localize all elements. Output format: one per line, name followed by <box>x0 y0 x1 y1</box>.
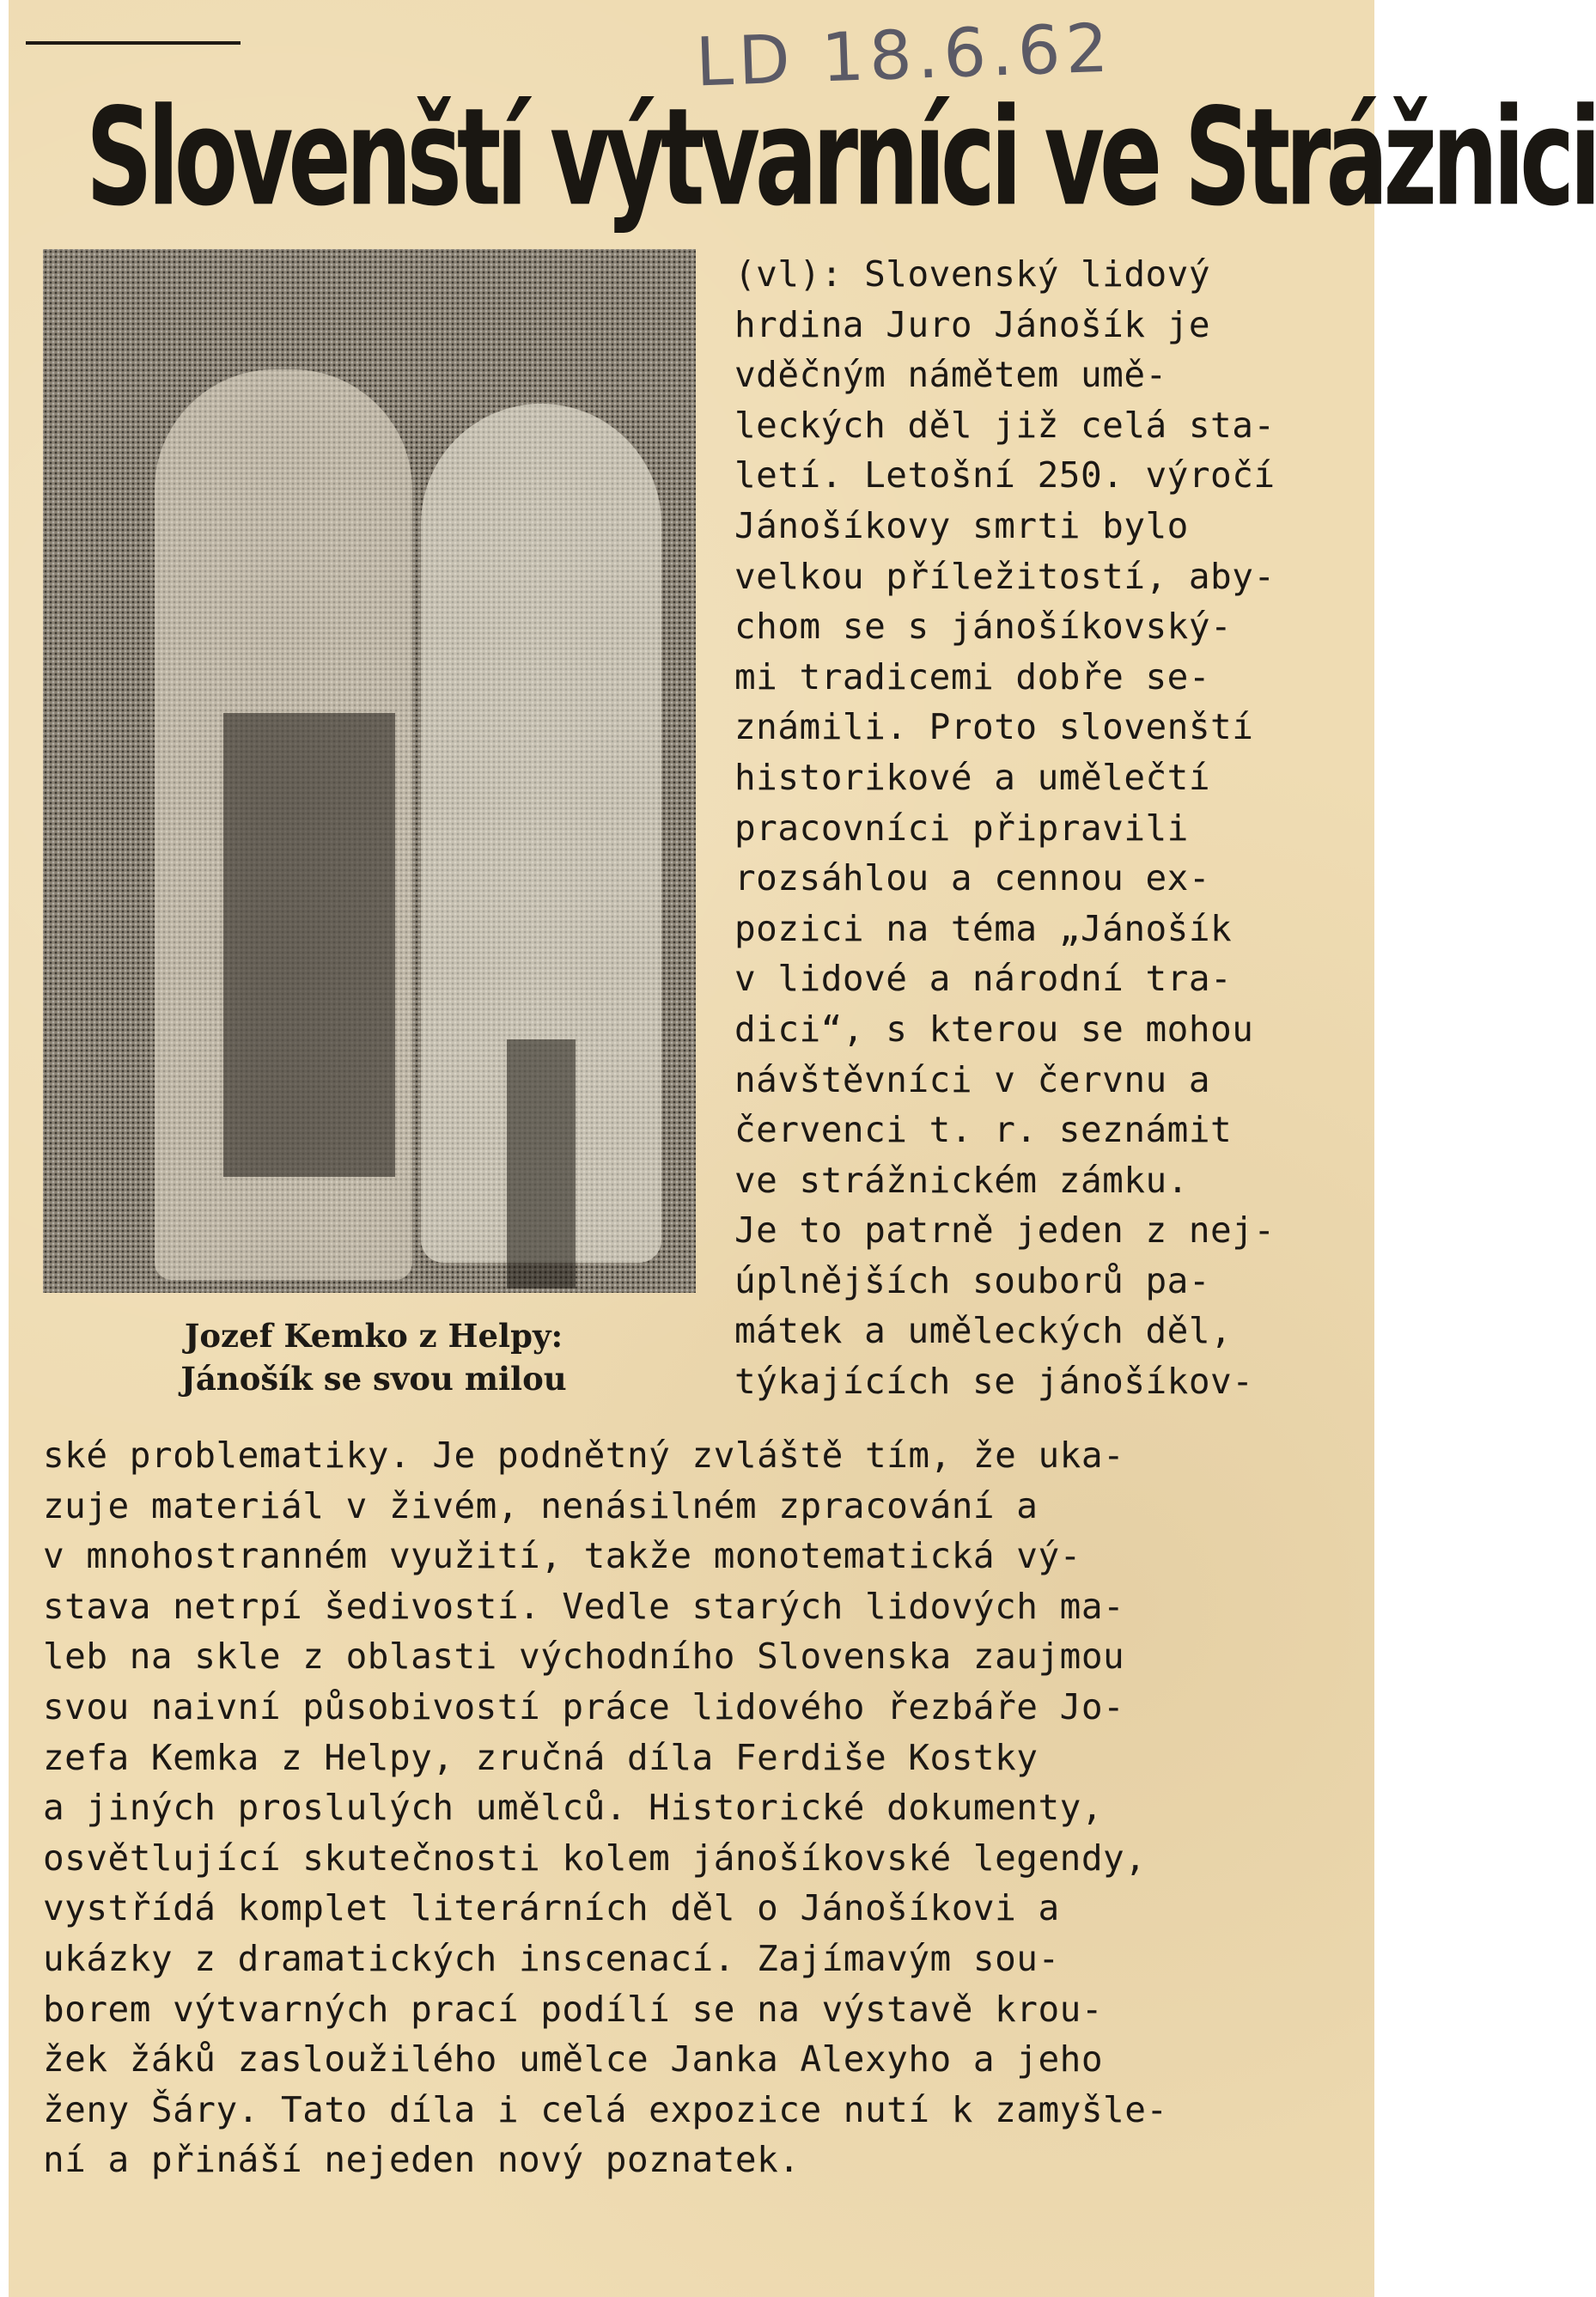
article-text-line: historikové a umělečtí <box>734 756 1211 798</box>
article-body-right-column <box>734 249 1353 1407</box>
handwritten-date-note: LD 18.6.62 <box>694 9 1115 102</box>
newspaper-clipping <box>9 0 1596 2297</box>
article-text-line: stava netrpí šedivostí. Vedle starých lidových ma- <box>43 1585 1125 1627</box>
article-photo <box>43 249 696 1293</box>
article-text-line: ské problematiky. Je podnětný zvláště tím, že uka- <box>43 1435 1125 1476</box>
article-text-line: ve strážnickém zámku. <box>734 1159 1189 1201</box>
article-text-line: svou naivní působivostí práce lidového řezbáře Jo- <box>43 1685 1125 1727</box>
article-body-full-width <box>43 1430 1357 2185</box>
article-text-line: týkajících se jánošíkov- <box>734 1361 1254 1403</box>
article-text-line: letí. Letošní 250. výročí <box>734 454 1276 497</box>
article-text-line: Jánošíkovy smrti bylo <box>734 504 1189 546</box>
article-text-line: žek žáků zasloužilého umělce Janka Alexyho a jeho <box>43 2038 1104 2081</box>
article-text-line: v mnohostranném využití, takže monotematická vý- <box>43 1535 1081 1577</box>
article-text-line: leb na skle z oblasti východního Slovenska zaujmou <box>43 1636 1125 1678</box>
article-text-line: ní a přináší nejeden nový poznatek. <box>43 2139 801 2181</box>
article-text-line: Je to patrně jeden z nej- <box>734 1209 1276 1252</box>
article-headline: Slovenští výtvarníci ve Strážnici <box>86 80 1596 236</box>
article-text-line: v lidové a národní tra- <box>734 958 1233 1000</box>
article-text-line: rozsáhlou a cennou ex- <box>734 857 1211 899</box>
article-text-line: ženy Šáry. Tato díla i celá expozice nutí k zamyšle- <box>43 2088 1168 2130</box>
article-text-line: chom se s jánošíkovský- <box>734 606 1233 648</box>
photo-shadow-left <box>223 713 395 1177</box>
article-text-line: pracovníci připravili <box>734 807 1189 849</box>
article-text-line: zuje materiál v živém, nenásilném zpracování a <box>43 1484 1039 1526</box>
article-text-line: leckých děl již celá sta- <box>734 404 1276 446</box>
article-text-line: červenci t. r. seznámit <box>734 1109 1233 1151</box>
article-text-line: mátek a uměleckých děl, <box>734 1310 1233 1352</box>
photo-caption <box>60 1314 687 1400</box>
article-text-line: mi tradicemi dobře se- <box>734 655 1211 698</box>
article-text-line: vystřídá komplet literárních děl o Jánošíkovi a <box>43 1887 1060 1929</box>
article-text-line: známili. Proto slovenští <box>734 706 1254 748</box>
article-text-line: dici“, s kterou se mohou <box>734 1008 1254 1050</box>
article-text-line: hrdina Juro Jánošík je <box>734 303 1211 345</box>
article-text-line: pozici na téma „Jánošík <box>734 907 1233 949</box>
article-text-line: ukázky z dramatických inscenací. Zajímavým sou- <box>43 1937 1060 1979</box>
photo-caption-line: Jozef Kemko z Helpy: <box>184 1317 563 1355</box>
photo-caption-line: Jánošík se svou milou <box>180 1360 567 1398</box>
article-text-line: úplnějších souborů pa- <box>734 1259 1211 1301</box>
article-text-line: návštěvníci v červnu a <box>734 1058 1211 1100</box>
rule-line <box>26 41 241 45</box>
article-text-line: vděčným námětem umě- <box>734 354 1167 396</box>
article-text-line: osvětlující skutečnosti kolem jánošíkovské legendy, <box>43 1837 1147 1879</box>
article-text-line: zefa Kemka z Helpy, zručná díla Ferdiše Kostky <box>43 1736 1039 1778</box>
article-text-line: (vl): Slovenský lidový <box>734 253 1211 295</box>
article-text-line: a jiných proslulých umělců. Historické dokumenty, <box>43 1787 1104 1829</box>
article-text-line: velkou příležitostí, aby- <box>734 555 1276 597</box>
photo-shadow-right <box>507 1039 576 1289</box>
article-text-line: borem výtvarných prací podílí se na výstavě krou- <box>43 1988 1104 2030</box>
